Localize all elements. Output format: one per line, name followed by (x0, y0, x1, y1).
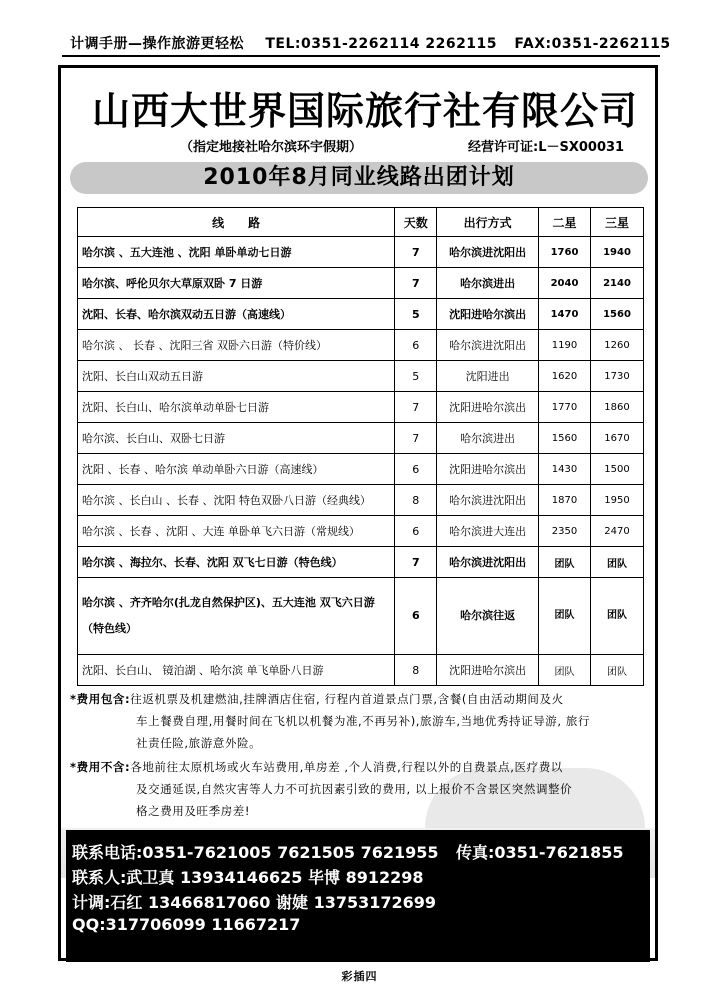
two-star-cell: 1560 (539, 423, 591, 454)
three-star-cell: 1950 (591, 485, 644, 516)
contact-phone: 联系电话:0351-7621005 7621505 7621955 (72, 843, 439, 862)
two-star-cell: 团队 (539, 578, 591, 655)
two-star-cell: 1470 (539, 299, 591, 330)
three-star-cell: 团队 (591, 578, 644, 655)
table-row (78, 578, 644, 655)
excluded-line-1: 各地前往太原机场或火车站费用,单房差 ,个人消费,行程以外的自费景点,医疗费以 (130, 760, 563, 774)
route-cell: 沈阳、长白山、哈尔滨单动单卧七日游 (78, 392, 395, 423)
three-star-cell: 团队 (591, 547, 644, 578)
table-row (78, 485, 644, 516)
mode-cell: 沈阳进哈尔滨出 (437, 655, 539, 686)
header-divider (62, 55, 660, 57)
route-cell: 哈尔滨 、长春 、沈阳 、大连 单卧单飞六日游（常规线） (78, 516, 395, 547)
route-cell: 哈尔滨 、五大连池 、沈阳 单卧单动七日游 (78, 237, 395, 268)
days-cell: 6 (395, 578, 437, 655)
header-mode: 出行方式 (437, 208, 539, 237)
days-cell: 6 (395, 454, 437, 485)
excluded-line-2: 及交通延误,自然灾害等人力不可抗因素引致的费用, 以上报价不含景区突然调整价 (136, 782, 573, 796)
table-row (78, 516, 644, 547)
contact-qq: QQ:317706099 11667217 (72, 915, 301, 934)
mode-cell: 哈尔滨进大连出 (437, 516, 539, 547)
three-star-cell: 1260 (591, 330, 644, 361)
days-cell: 8 (395, 655, 437, 686)
company-designation: （指定地接社哈尔滨环宇假期） (180, 140, 363, 155)
table-row (78, 655, 644, 686)
route-cell: 沈阳 、长春 、哈尔滨 单动单卧六日游（高速线） (78, 454, 395, 485)
mode-cell: 哈尔滨进沈阳出 (437, 237, 539, 268)
route-cell: 哈尔滨、长白山、双卧七日游 (78, 423, 395, 454)
two-star-cell: 1770 (539, 392, 591, 423)
header-three-star: 三星 (591, 208, 644, 237)
included-line-1: 往返机票及机建燃油,挂牌酒店住宿, 行程内首道景点门票,含餐(自由活动期间及火 (130, 692, 564, 706)
two-star-cell: 1190 (539, 330, 591, 361)
three-star-cell: 1860 (591, 392, 644, 423)
table-row (78, 299, 644, 330)
plan-title: 2010年8月同业线路出团计划 (70, 162, 648, 194)
days-cell: 7 (395, 423, 437, 454)
two-star-cell: 2350 (539, 516, 591, 547)
days-cell: 7 (395, 237, 437, 268)
days-cell: 5 (395, 299, 437, 330)
header-bar (70, 33, 671, 53)
contact-planners: 计调:石红 13466817060 谢婕 13753172699 (72, 893, 437, 912)
three-star-cell: 2140 (591, 268, 644, 299)
excluded-line-3: 格之费用及旺季房差! (136, 804, 251, 818)
days-cell: 5 (395, 361, 437, 392)
two-star-cell: 1620 (539, 361, 591, 392)
included-line-2: 车上餐费自理,用餐时间在飞机以机餐为准,不再另补),旅游车,当地优秀持证导游, 旅行 (136, 714, 591, 728)
table-row (78, 392, 644, 423)
header-days: 天数 (395, 208, 437, 237)
two-star-cell: 1430 (539, 454, 591, 485)
two-star-cell: 1760 (539, 237, 591, 268)
three-star-cell: 2470 (591, 516, 644, 547)
days-cell: 6 (395, 330, 437, 361)
contact-persons: 联系人:武卫真 13934146625 毕博 8912298 (72, 868, 424, 887)
table-row (78, 454, 644, 485)
table-row (78, 237, 644, 268)
two-star-cell: 1870 (539, 485, 591, 516)
header-fax: FAX:0351-2262115 (514, 36, 671, 52)
table-row (78, 423, 644, 454)
mode-cell: 哈尔滨进沈阳出 (437, 485, 539, 516)
contact-fax: 传真:0351-7621855 (456, 843, 624, 862)
table-row (78, 361, 644, 392)
three-star-cell: 1730 (591, 361, 644, 392)
two-star-cell: 团队 (539, 547, 591, 578)
excluded-title: *费用不含: (70, 760, 131, 774)
included-note (70, 688, 650, 754)
route-cell: 沈阳、长白山双动五日游 (78, 361, 395, 392)
mode-cell: 沈阳进哈尔滨出 (437, 454, 539, 485)
excluded-note (70, 756, 650, 822)
two-star-cell: 团队 (539, 655, 591, 686)
mode-cell: 沈阳进哈尔滨出 (437, 299, 539, 330)
table-row (78, 547, 644, 578)
days-cell: 7 (395, 268, 437, 299)
mode-cell: 沈阳进出 (437, 361, 539, 392)
route-cell: 哈尔滨、呼伦贝尔大草原双卧 7 日游 (78, 268, 395, 299)
days-cell: 7 (395, 392, 437, 423)
days-cell: 8 (395, 485, 437, 516)
days-cell: 7 (395, 547, 437, 578)
three-star-cell: 团队 (591, 655, 644, 686)
route-cell: 哈尔滨 、长白山 、长春 、沈阳 特色双卧八日游（经典线） (78, 485, 395, 516)
mode-cell: 哈尔滨进沈阳出 (437, 547, 539, 578)
company-name: 山西大世界国际旅行社有限公司 (92, 89, 639, 133)
page-label: 彩插四 (341, 970, 378, 983)
header-two-star: 二星 (539, 208, 591, 237)
three-star-cell: 1560 (591, 299, 644, 330)
route-cell: 哈尔滨 、齐齐哈尔(扎龙自然保护区)、五大连池 双飞六日游（特色线） (78, 578, 395, 655)
route-cell: 沈阳、长白山、 镜泊湖 、哈尔滨 单飞单卧八日游 (78, 655, 395, 686)
included-line-3: 社责任险,旅游意外险。 (136, 736, 262, 750)
table-row (78, 330, 644, 361)
mode-cell: 哈尔滨进出 (437, 268, 539, 299)
table-header-row (78, 208, 644, 237)
route-cell: 哈尔滨 、 长春 、沈阳三省 双卧六日游（特价线） (78, 330, 395, 361)
days-cell: 6 (395, 516, 437, 547)
included-title: *费用包含: (70, 692, 131, 706)
route-cell: 沈阳、长春、哈尔滨双动五日游（高速线） (78, 299, 395, 330)
contact-panel (66, 830, 650, 962)
header-route: 线 路 (78, 208, 395, 237)
mode-cell: 哈尔滨进沈阳出 (437, 330, 539, 361)
mode-cell: 沈阳进哈尔滨出 (437, 392, 539, 423)
mode-cell: 哈尔滨进出 (437, 423, 539, 454)
header-slogan: 计调手册—操作旅游更轻松 (70, 36, 244, 52)
table-row (78, 268, 644, 299)
three-star-cell: 1500 (591, 454, 644, 485)
mode-cell: 哈尔滨往返 (437, 578, 539, 655)
notes-section (70, 688, 650, 824)
routes-table (77, 207, 644, 686)
two-star-cell: 2040 (539, 268, 591, 299)
three-star-cell: 1670 (591, 423, 644, 454)
route-cell: 哈尔滨 、海拉尔、长春、沈阳 双飞七日游（特色线） (78, 547, 395, 578)
header-tel: TEL:0351-2262114 2262115 (265, 36, 498, 52)
license-number: 经营许可证:L－SX00031 (468, 140, 625, 155)
three-star-cell: 1940 (591, 237, 644, 268)
